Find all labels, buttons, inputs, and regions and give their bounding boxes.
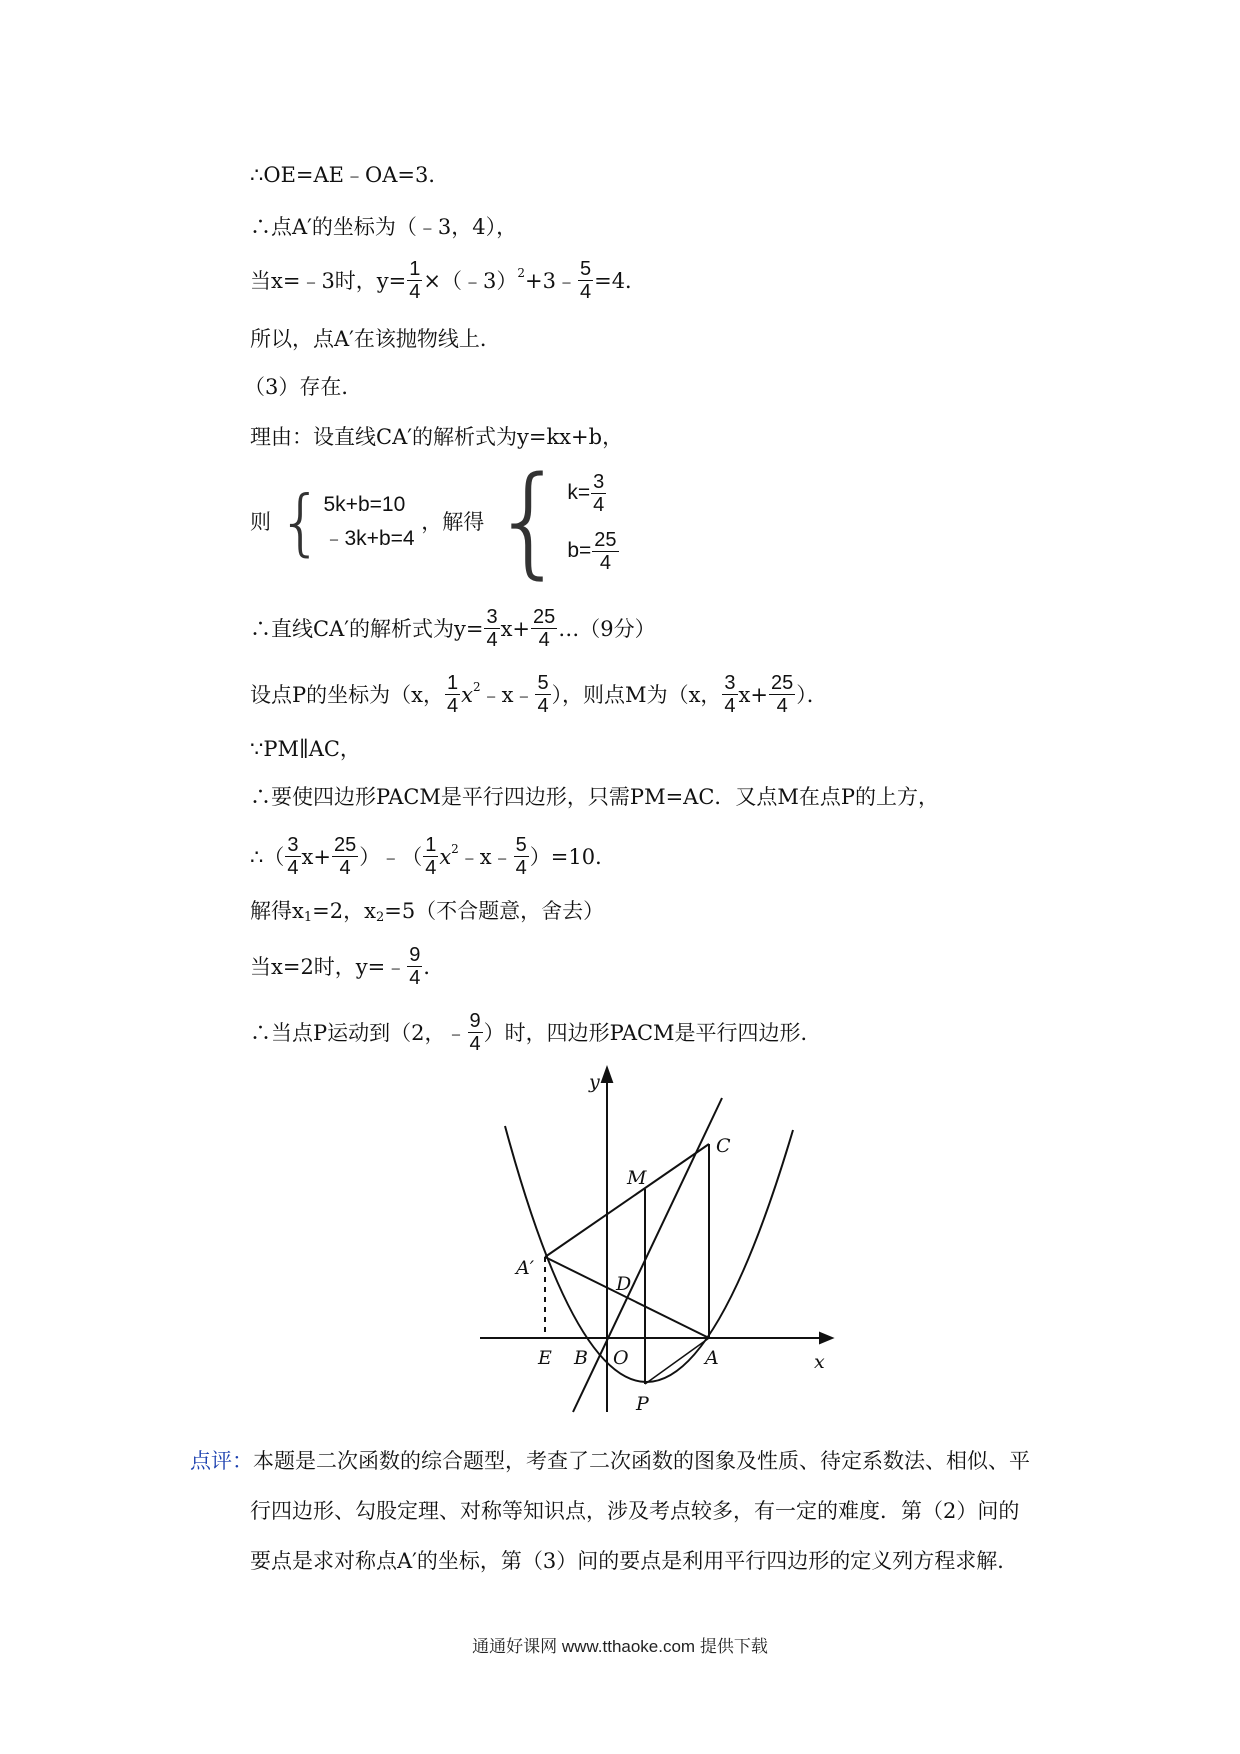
text: ，解得: [421, 510, 485, 534]
brace-icon: {: [490, 452, 568, 591]
label-a: A: [705, 1347, 719, 1369]
denominator: 4: [446, 695, 459, 717]
text: （3）存在．: [244, 375, 363, 399]
text: =4．: [594, 268, 647, 293]
numerator: 9: [469, 1010, 481, 1032]
subscript: 2: [375, 910, 385, 925]
text: 当x=﹣3时，y=: [250, 268, 407, 293]
numerator: 25: [771, 672, 794, 694]
denominator: 4: [599, 551, 611, 574]
review-line-3: 要点是求对称点A′的坐标，第（3）问的要点是利用平行四边形的定义列方程求解．: [250, 1549, 1019, 1573]
label-o: O: [613, 1347, 629, 1369]
numerator: 25: [533, 606, 556, 628]
text: 解得x: [250, 899, 304, 923]
text: 设点P的坐标为（x，: [250, 682, 444, 707]
label-y: y: [589, 1071, 600, 1093]
numerator: 3: [724, 672, 736, 694]
denominator: 4: [339, 857, 351, 879]
denominator: 4: [287, 857, 299, 879]
numerator: 1: [446, 672, 459, 694]
text: ∴OE=AE﹣OA=3．: [250, 163, 450, 187]
label-a-prime: A′: [516, 1257, 535, 1279]
text: ﹣x﹣: [480, 682, 535, 707]
denominator: 4: [579, 281, 592, 303]
text: ∵PM∥AC，: [250, 737, 361, 761]
numerator: 3: [486, 606, 498, 628]
exponent: 2: [451, 842, 459, 856]
text: x+: [301, 844, 331, 869]
numerator: 1: [409, 258, 421, 280]
denominator: 4: [724, 695, 736, 717]
numerator: 3: [287, 834, 299, 856]
text: ﹣x﹣: [458, 844, 513, 869]
denominator: 4: [515, 857, 527, 879]
exponent: 2: [517, 266, 525, 280]
label-b: B: [574, 1347, 588, 1369]
text: ）时，四边形PACM是平行四边形．: [483, 1020, 822, 1045]
text: ），则点M为（x，: [551, 682, 722, 707]
segment-pa: [645, 1338, 709, 1384]
label-x: x: [814, 1351, 825, 1373]
numerator: 3: [593, 470, 605, 493]
brace-icon: {: [277, 480, 324, 564]
review-line-1: 本题是二次函数的综合题型，考查了二次函数的图象及性质、待定系数法、相似、平: [253, 1449, 1030, 1473]
text: 所以，点A′在该抛物线上．: [250, 327, 501, 351]
label-c: C: [716, 1135, 731, 1157]
text: 理由：设直线CA′的解析式为y=kx+b，: [250, 425, 624, 449]
text: ∴直线CA′的解析式为y=: [250, 616, 484, 641]
text: =5（不合题意，舍去）: [384, 899, 605, 923]
y-axis-arrow-icon: [602, 1068, 612, 1082]
text: x: [461, 682, 473, 707]
text: ）=10．: [529, 844, 617, 869]
denominator: 4: [538, 629, 550, 651]
page-footer: 通通好课网 www.tthaoke.com 提供下载: [472, 1637, 768, 1656]
label-m: M: [627, 1167, 647, 1189]
numerator: 25: [333, 834, 357, 856]
numerator: 25: [594, 528, 617, 551]
numerator: 9: [409, 944, 421, 966]
numerator: 1: [425, 834, 437, 856]
text: ∴点A′的坐标为（﹣3，4），: [250, 215, 518, 239]
text: k=: [567, 481, 591, 504]
denominator: 4: [537, 695, 549, 717]
review-line-2: 行四边形、勾股定理、对称等知识点，涉及考点较多，有一定的难度．第（2）问的: [250, 1499, 1020, 1523]
text: ）．: [796, 682, 828, 707]
denominator: 4: [425, 857, 437, 879]
denominator: 4: [593, 493, 605, 516]
numerator: 5: [515, 834, 527, 856]
text: ∴当点P运动到（2，﹣: [250, 1020, 467, 1045]
text: =2，x: [312, 899, 376, 923]
subscript: 1: [303, 910, 313, 925]
line-bc: [573, 1098, 722, 1412]
label-p: P: [636, 1393, 649, 1415]
review-section: [190, 1436, 1070, 1586]
text: x: [439, 844, 452, 869]
text: +3﹣: [525, 268, 577, 293]
exponent: 2: [472, 680, 481, 694]
text: …（9分）: [558, 616, 656, 641]
denominator: 4: [409, 281, 421, 303]
line-ca-prime: [545, 1144, 709, 1257]
text: ∴（: [250, 844, 285, 869]
denominator: 4: [409, 967, 421, 989]
text: x+: [738, 682, 768, 707]
numerator: 5: [579, 258, 592, 280]
denominator: 4: [469, 1033, 481, 1055]
text: ）﹣（: [359, 844, 423, 869]
denominator: 4: [486, 629, 498, 651]
equation-row: ﹣3k+b=4: [323, 527, 415, 550]
equation-row: 5k+b=10: [323, 493, 406, 516]
label-e: E: [538, 1347, 552, 1369]
text: ×（﹣3）: [423, 268, 518, 293]
text: ．: [423, 954, 445, 979]
review-tag: 点评：: [190, 1449, 253, 1473]
text: 则: [250, 510, 271, 534]
text: b=: [567, 539, 592, 562]
numerator: 5: [537, 672, 549, 694]
x-axis-arrow-icon: [820, 1333, 832, 1343]
text: x+: [500, 616, 531, 641]
text: ∴要使四边形PACM是平行四边形，只需PM=AC．又点M在点P的上方，: [250, 785, 940, 809]
label-d: D: [616, 1273, 632, 1295]
denominator: 4: [776, 695, 788, 717]
text: 当x=2时，y=﹣: [250, 954, 407, 979]
